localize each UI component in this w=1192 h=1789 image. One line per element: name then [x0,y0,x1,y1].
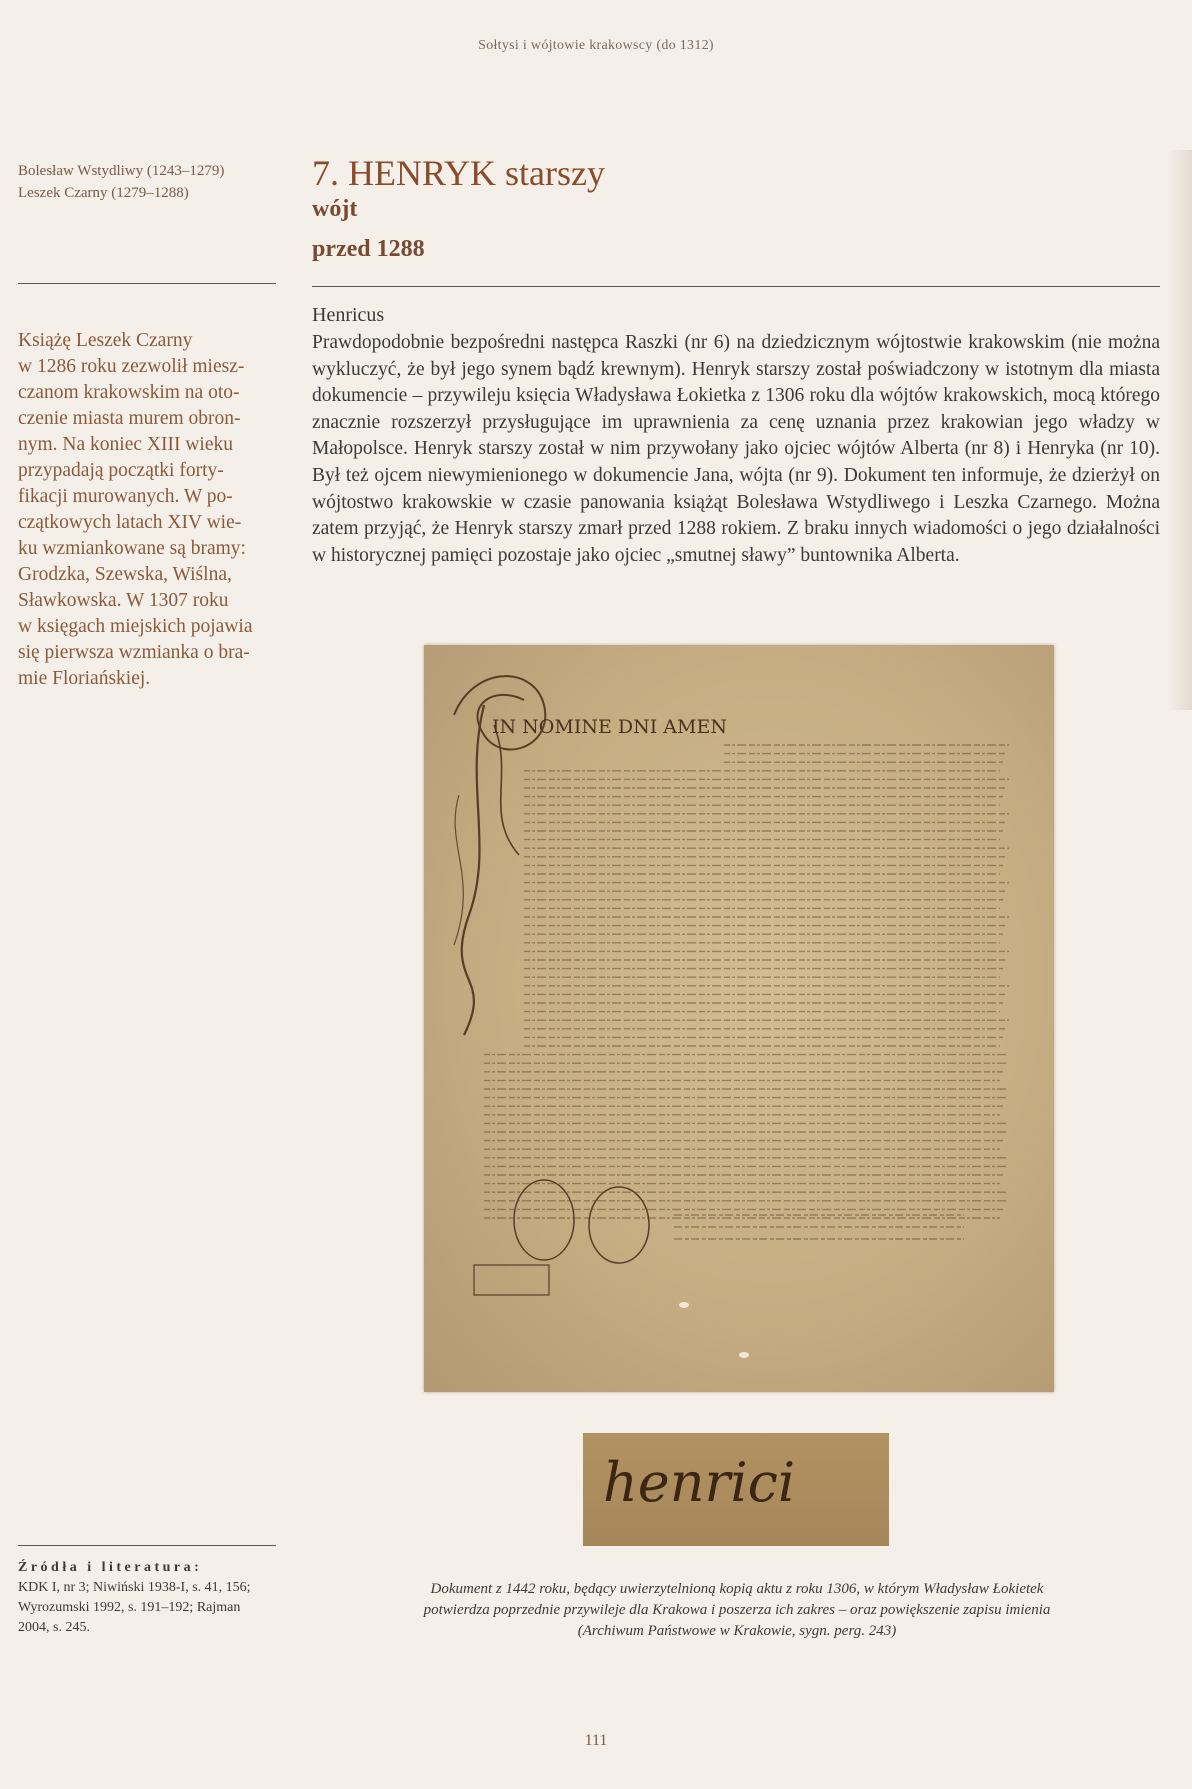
caption-line: (Archiwum Państwowe w Krakowie, sygn. perg. 243) [577,1623,897,1639]
sidebar-divider-top [18,283,276,284]
signature-text: henrici [603,1451,796,1514]
parchment-drawing [424,645,1054,1392]
note-line: fikacji murowanych. W po- [18,486,233,507]
reign-line: Bolesław Wstydliwy (1243–1279) [18,163,225,179]
running-head: Sołtysi i wójtowie krakowscy (do 1312) [478,38,714,53]
note-line: przypadają początki forty- [18,460,224,481]
source-line: KDK I, nr 3; Niwiński 1938-I, s. 41, 156; [18,1580,251,1595]
sources-list [18,1578,276,1638]
entry-date: przed 1288 [312,236,425,262]
note-line: się pierwsza wzmianka o bra- [18,642,250,663]
note-line: Grodzka, Szewska, Wiślna, [18,564,232,585]
source-line: 2004, s. 245. [18,1620,90,1635]
note-line: ku wzmiankowane są bramy: [18,538,246,559]
entry-role: wójt [312,196,358,222]
source-line: Wyrozumski 1992, s. 191–192; Rajman [18,1600,241,1615]
scroll-ornament [454,676,545,749]
initial-flourish [454,795,463,945]
note-line: czanom krakowskim na oto- [18,382,240,403]
seal-drawing [589,1187,649,1263]
parchment-hole [679,1302,689,1308]
facing-page-bleed [1168,150,1192,710]
note-line: nym. Na koniec XIII wieku [18,434,233,455]
note-line: w księgach miejskich pojawia [18,616,253,637]
document-heading-text: IN NOMINE DNI AMEN [492,716,727,738]
note-line: czenie miasta murem obron- [18,408,241,429]
sidebar-divider-bottom [18,1545,276,1546]
sidebar-note [18,328,276,692]
header-divider [312,286,1160,287]
label-box [474,1265,549,1295]
initial-stem [462,705,484,1035]
sidebar-reign [18,160,276,204]
initial-flourish [494,725,519,855]
latin-name: Henricus [312,304,385,326]
parchment-document-image [424,645,1054,1392]
note-line: w 1286 roku zezwolił miesz- [18,356,245,377]
note-line: Sławkowska. W 1307 roku [18,590,229,611]
signature-drawing [583,1433,889,1546]
page-number: 111 [584,1732,608,1749]
reign-line: Leszek Czarny (1279–1288) [18,185,189,201]
caption-line: potwierdza poprzednie przywileje dla Krakowa i poszerza ich zakres – oraz powiększenie zapisu imienia [423,1602,1051,1618]
entry-body: Prawdopodobnie bezpośredni następca Raszki (nr 6) na dziedzicznym wójtostwie krakowskim (nie można wykluczyć, że był jego synem bądź krewnym). Henryk starszy został poświadczony w istotnym dla miasta dokumencie – przywileju księcia Władysława Łokietka z 1306 roku dla wójtów krakowskich, mocą którego znacznie rozszerzył przysługujące im uprawnienia za cenę uznania przez krakowian jego władzy w Małopolsce. Henryk starszy został w nim przywołany jako ojciec wójtów Alberta (nr 8) i Henryka (nr 10). Był też ojcem niewymienionego w dokumencie Jana, wójta (nr 9). Dokument ten informuje, że dzierżył on wójtostwo krakowskie w czasie panowania książąt Bolesława Wstydliwego i Leszka Czarnego. Można zatem przyjąć, że Henryk starszy zmarł przed 1288 rokiem. Z braku innych wiadomości o jego działalności w historycznej pamięci pozostaje jako ojciec „smutnej sławy” buntownika Alberta. [312,332,1160,566]
document-text-lines [484,745,1009,1239]
caption-line: Dokument z 1442 roku, będący uwierzytelnioną kopią aktu z roku 1306, w którym Władysław Łokietek [430,1581,1044,1597]
note-line: czątkowych latach XIV wie- [18,512,242,533]
parchment-hole [739,1352,749,1358]
sources-title: Źródła i literatura: [18,1560,203,1575]
signature-detail-image [583,1433,889,1546]
figure-caption [312,1579,1162,1642]
entry-header [312,152,1162,264]
note-line: Książę Leszek Czarny [18,330,193,351]
entry-heading: 7. HENRYK starszy [312,153,605,193]
note-line: mie Floriańskiej. [18,668,151,689]
